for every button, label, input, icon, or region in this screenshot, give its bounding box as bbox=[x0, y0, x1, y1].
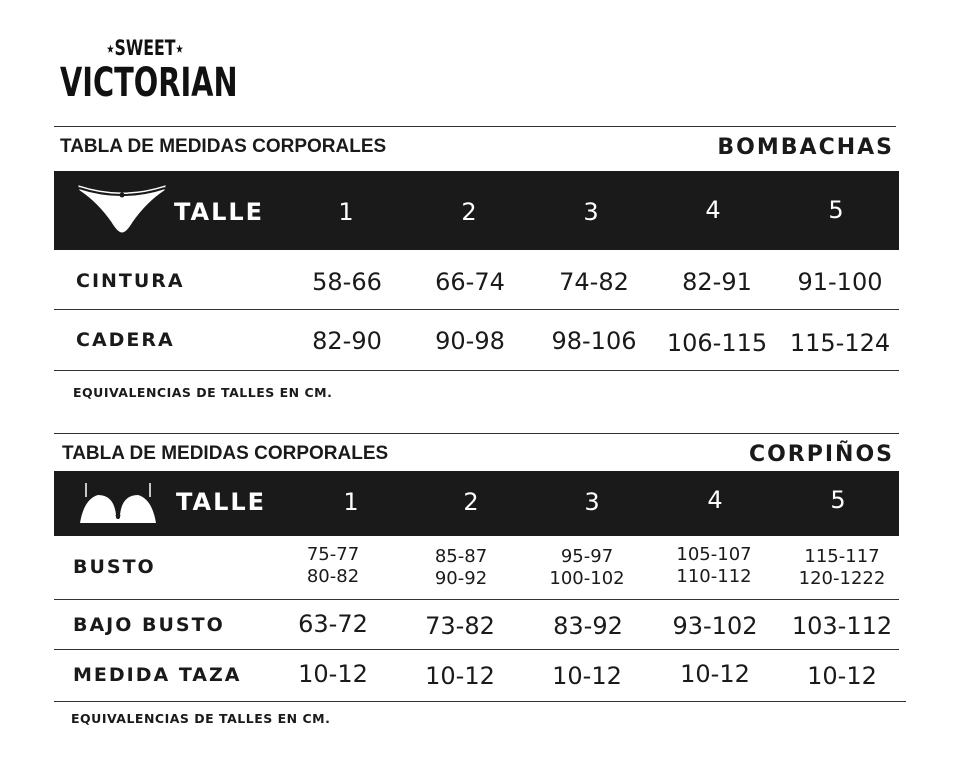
cell bbox=[268, 544, 398, 588]
cell: 115-124 bbox=[789, 329, 891, 357]
cell: 91-100 bbox=[797, 268, 883, 296]
section-name: BOMBACHAS bbox=[717, 135, 894, 160]
cell-line: 85-87 bbox=[434, 546, 488, 567]
footnote: EQUIVALENCIAS DE TALLES EN CM. bbox=[73, 385, 333, 400]
size-1: 1 bbox=[343, 488, 359, 516]
cell-line: 100-102 bbox=[549, 568, 625, 589]
cell: 83-92 bbox=[553, 612, 623, 640]
bra-icon bbox=[78, 479, 158, 530]
brand-logo bbox=[60, 36, 238, 106]
star-left-icon: ★ bbox=[106, 42, 115, 56]
panty-icon bbox=[76, 182, 168, 241]
header-label: TALLE bbox=[176, 488, 267, 516]
row-label-cadera: CADERA bbox=[76, 329, 175, 351]
star-right-icon: ★ bbox=[175, 42, 184, 56]
cell-line: 105-107 bbox=[676, 544, 752, 565]
section-name: CORPIÑOS bbox=[748, 442, 894, 467]
cell: 63-72 bbox=[298, 610, 368, 638]
size-2: 2 bbox=[461, 198, 477, 226]
cell-line: 120-1222 bbox=[798, 568, 886, 589]
cell: 106-115 bbox=[666, 329, 768, 357]
cell: 10-12 bbox=[807, 662, 877, 690]
cell: 93-102 bbox=[672, 612, 758, 640]
cell: 66-74 bbox=[435, 268, 505, 296]
cell-line: 110-112 bbox=[676, 566, 752, 587]
divider bbox=[54, 433, 899, 434]
cell: 10-12 bbox=[298, 660, 368, 688]
divider bbox=[54, 599, 899, 600]
row-label-cintura: CINTURA bbox=[76, 270, 185, 292]
cell-line: 95-97 bbox=[560, 546, 614, 567]
cell-line: 115-117 bbox=[804, 546, 880, 567]
size-3: 3 bbox=[584, 488, 600, 516]
cell: 103-112 bbox=[791, 612, 893, 640]
cell: 10-12 bbox=[680, 660, 750, 688]
size-5: 5 bbox=[828, 196, 844, 224]
divider bbox=[54, 370, 899, 371]
cell-line: 80-82 bbox=[306, 566, 360, 587]
size-2: 2 bbox=[463, 488, 479, 516]
row-label-busto: BUSTO bbox=[73, 556, 156, 578]
cell bbox=[522, 546, 652, 590]
cell-line: 75-77 bbox=[306, 544, 360, 565]
cell: 10-12 bbox=[425, 662, 495, 690]
brand-line1-text: SWEET bbox=[114, 36, 176, 60]
size-3: 3 bbox=[583, 198, 599, 226]
row-label-medida-taza: MEDIDA TAZA bbox=[73, 664, 242, 686]
cell: 74-82 bbox=[559, 268, 629, 296]
brand-line2: VICTORIAN bbox=[60, 60, 238, 106]
cell bbox=[396, 546, 526, 590]
cell: 10-12 bbox=[552, 662, 622, 690]
size-4: 4 bbox=[707, 486, 723, 514]
cell: 82-91 bbox=[682, 268, 752, 296]
section-title: TABLA DE MEDIDAS CORPORALES bbox=[60, 136, 387, 157]
divider bbox=[54, 649, 899, 650]
footnote: EQUIVALENCIAS DE TALLES EN CM. bbox=[71, 711, 331, 726]
divider bbox=[54, 701, 906, 702]
header-label: TALLE bbox=[174, 198, 265, 226]
size-5: 5 bbox=[830, 486, 846, 514]
divider bbox=[54, 309, 899, 310]
cell bbox=[777, 546, 907, 590]
cell-line: 90-92 bbox=[434, 568, 488, 589]
brand-line1 bbox=[81, 36, 209, 61]
divider bbox=[54, 126, 896, 127]
cell bbox=[649, 544, 779, 588]
cell: 90-98 bbox=[435, 327, 505, 355]
size-4: 4 bbox=[705, 196, 721, 224]
cell: 98-106 bbox=[551, 327, 637, 355]
size-1: 1 bbox=[338, 198, 354, 226]
row-label-bajo-busto: BAJO BUSTO bbox=[73, 614, 225, 636]
section-title: TABLA DE MEDIDAS CORPORALES bbox=[62, 443, 389, 464]
cell: 58-66 bbox=[312, 268, 382, 296]
cell: 82-90 bbox=[312, 327, 382, 355]
cell: 73-82 bbox=[425, 612, 495, 640]
